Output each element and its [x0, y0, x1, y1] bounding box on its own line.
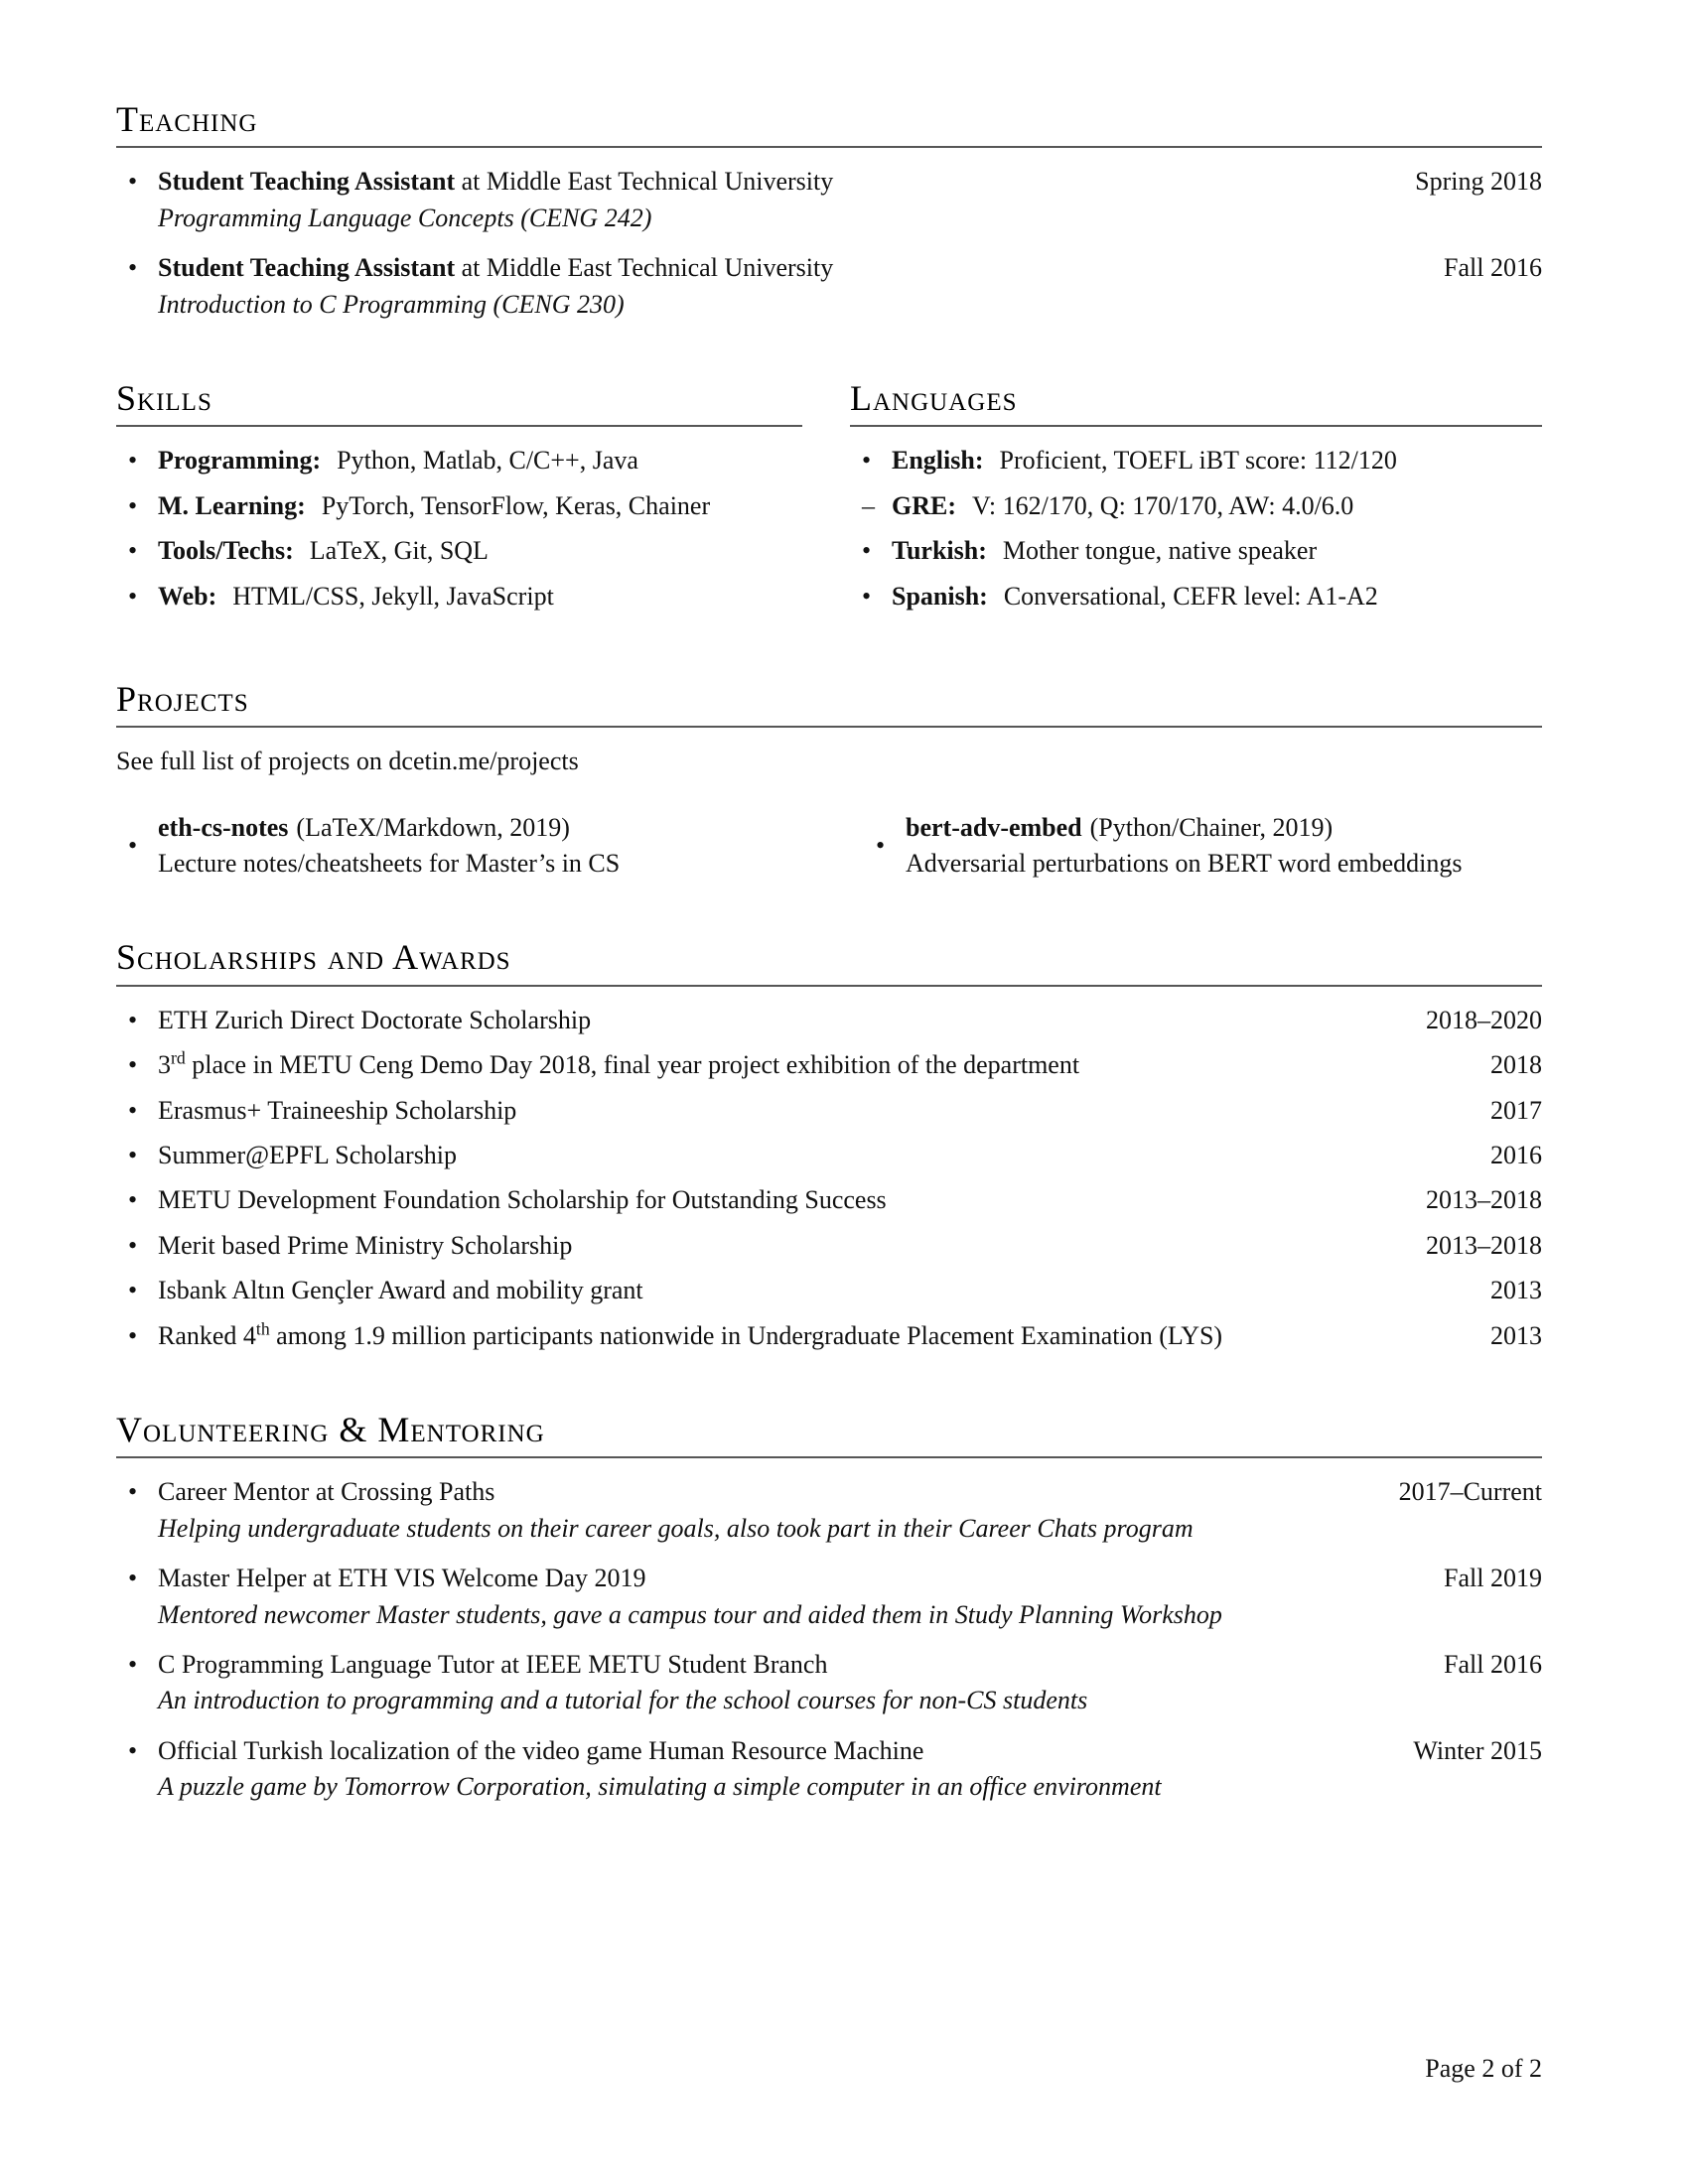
- language-value: Conversational, CEFR level: A1-A2: [1003, 581, 1378, 611]
- bullet-icon: •: [862, 581, 872, 611]
- award-item: [116, 1047, 1542, 1083]
- volunteering-role: Career Mentor at Crossing Paths: [158, 1477, 495, 1507]
- skill-label: Web:: [158, 581, 217, 611]
- language-item: [850, 533, 1542, 569]
- bullet-icon: •: [862, 446, 872, 476]
- skill-item: [116, 488, 802, 524]
- skill-value: LaTeX, Git, SQL: [309, 536, 489, 566]
- teaching-item-heading: [158, 164, 1391, 200]
- section-rule: [850, 425, 1542, 427]
- skills-section-title: Skills: [116, 377, 212, 418]
- volunteering-detail: Mentored newcomer Master students, gave a campus tour and aided them in Study Planning Workshop: [158, 1599, 1222, 1629]
- bullet-icon: •: [128, 1141, 138, 1170]
- award-item: [116, 1228, 1542, 1264]
- bullet-icon: •: [128, 253, 138, 283]
- award-text: 3rd place in METU Ceng Demo Day 2018, final year project exhibition of the department: [158, 1047, 1080, 1080]
- project-meta: (Python/Chainer, 2019): [1089, 812, 1334, 842]
- bullet-icon: •: [128, 581, 138, 611]
- project-description: Lecture notes/cheatsheets for Master’s in CS: [158, 849, 621, 879]
- award-item: [116, 1318, 1542, 1354]
- skill-value: HTML/CSS, Jekyll, JavaScript: [232, 581, 554, 611]
- teaching-role: Student Teaching Assistant: [158, 253, 456, 283]
- bullet-icon: •: [128, 1005, 138, 1034]
- project-description: Adversarial perturbations on BERT word embeddings: [906, 849, 1463, 879]
- award-date: 2013–2018: [1426, 1185, 1542, 1215]
- section-rule: [116, 146, 1542, 148]
- award-item: [116, 1093, 1542, 1129]
- teaching-item: [116, 250, 1542, 323]
- award-text: Isbank Altın Gençler Award and mobility grant: [158, 1276, 643, 1305]
- section-volunteering: [116, 1410, 1542, 1806]
- award-item: [116, 1182, 1542, 1218]
- language-label: GRE:: [892, 490, 956, 520]
- section-teaching: [116, 99, 1542, 323]
- bullet-icon: •: [862, 536, 872, 566]
- bullet-icon: •: [128, 1276, 138, 1305]
- volunteering-item: [116, 1647, 1542, 1719]
- award-text: Summer@EPFL Scholarship: [158, 1141, 458, 1170]
- section-rule: [116, 425, 802, 427]
- teaching-date: Spring 2018: [1415, 167, 1542, 197]
- language-item: [850, 443, 1542, 478]
- award-date: 2017: [1490, 1095, 1542, 1125]
- awards-section-title: Scholarships and Awards: [116, 937, 511, 978]
- bullet-icon: •: [128, 446, 138, 476]
- bullet-icon: •: [128, 1735, 138, 1765]
- language-value: Proficient, TOEFL iBT score: 112/120: [999, 446, 1397, 476]
- skill-value: PyTorch, TensorFlow, Keras, Chainer: [321, 490, 711, 520]
- project-name: eth-cs-notes: [158, 812, 289, 842]
- award-item: [116, 1138, 1542, 1173]
- project-item: [864, 810, 1542, 883]
- skill-item: [116, 579, 802, 614]
- award-date: 2018–2020: [1426, 1005, 1542, 1034]
- teaching-org: at Middle East Technical University: [455, 253, 834, 283]
- teaching-section-title: Teaching: [116, 99, 258, 139]
- volunteering-role: Master Helper at ETH VIS Welcome Day 2019: [158, 1564, 646, 1593]
- language-item: [850, 579, 1542, 614]
- skill-value: Python, Matlab, C/C++, Java: [337, 446, 638, 476]
- section-rule: [116, 726, 1542, 728]
- project-meta: (LaTeX/Markdown, 2019): [296, 812, 570, 842]
- teaching-item-heading: [158, 250, 1420, 286]
- bullet-icon: •: [128, 1564, 138, 1593]
- award-text: Ranked 4th among 1.9 million participants nationwide in Undergraduate Placement Examination (LYS): [158, 1317, 1223, 1350]
- teaching-org: at Middle East Technical University: [455, 167, 834, 197]
- bullet-icon: •: [128, 1185, 138, 1215]
- teaching-course: Programming Language Concepts (CENG 242): [158, 203, 652, 232]
- bullet-icon: •: [128, 1095, 138, 1125]
- project-item: [116, 810, 864, 883]
- language-value: Mother tongue, native speaker: [1002, 536, 1318, 566]
- award-text: ETH Zurich Direct Doctorate Scholarship: [158, 1005, 592, 1034]
- project-name: bert-adv-embed: [906, 812, 1082, 842]
- teaching-item: [116, 164, 1542, 236]
- volunteering-detail: A puzzle game by Tomorrow Corporation, simulating a simple computer in an office environment: [158, 1772, 1162, 1802]
- projects-section-title: Projects: [116, 678, 249, 719]
- projects-intro-text: See full list of projects on: [116, 747, 389, 776]
- award-text: Merit based Prime Ministry Scholarship: [158, 1230, 573, 1260]
- volunteering-item: [116, 1474, 1542, 1547]
- section-projects: [116, 679, 1542, 883]
- bullet-icon: •: [128, 536, 138, 566]
- volunteering-role: C Programming Language Tutor at IEEE METU Student Branch: [158, 1649, 828, 1679]
- volunteering-date: 2017–Current: [1398, 1477, 1542, 1507]
- language-item: [850, 488, 1542, 524]
- page-number: Page 2 of 2: [1425, 2053, 1542, 2083]
- language-label: Spanish:: [892, 581, 988, 611]
- projects-intro: [116, 744, 1542, 779]
- award-date: 2013: [1490, 1276, 1542, 1305]
- volunteering-detail: Helping undergraduate students on their career goals, also took part in their Career Chats program: [158, 1513, 1194, 1543]
- bullet-icon: •: [128, 1050, 138, 1080]
- volunteering-date: Fall 2016: [1444, 1649, 1542, 1679]
- bullet-icon: •: [876, 830, 886, 860]
- award-date: 2013–2018: [1426, 1230, 1542, 1260]
- language-label: Turkish:: [892, 536, 987, 566]
- teaching-course: Introduction to C Programming (CENG 230): [158, 289, 625, 319]
- skill-label: M. Learning:: [158, 490, 306, 520]
- bullet-icon: •: [128, 167, 138, 197]
- award-date: 2018: [1490, 1050, 1542, 1080]
- bullet-icon: •: [128, 1649, 138, 1679]
- language-value: V: 162/170, Q: 170/170, AW: 4.0/6.0: [972, 490, 1354, 520]
- volunteering-detail: An introduction to programming and a tutorial for the school courses for non-CS students: [158, 1686, 1088, 1715]
- bullet-icon: •: [128, 1230, 138, 1260]
- section-skills: [116, 378, 802, 623]
- skills-languages-columns: [116, 378, 1542, 623]
- section-rule: [116, 1456, 1542, 1458]
- section-languages: [850, 378, 1542, 623]
- bullet-icon: •: [128, 490, 138, 520]
- award-date: 2016: [1490, 1141, 1542, 1170]
- volunteering-section-title: Volunteering & Mentoring: [116, 1409, 545, 1449]
- award-item: [116, 1273, 1542, 1308]
- bullet-icon: •: [128, 830, 138, 860]
- skill-label: Tools/Techs:: [158, 536, 294, 566]
- award-text: METU Development Foundation Scholarship for Outstanding Success: [158, 1185, 887, 1215]
- projects-columns: [116, 810, 1542, 883]
- volunteering-item: [116, 1733, 1542, 1806]
- skill-label: Programming:: [158, 446, 322, 476]
- teaching-role: Student Teaching Assistant: [158, 167, 456, 197]
- award-date: 2013: [1490, 1320, 1542, 1350]
- teaching-date: Fall 2016: [1444, 253, 1542, 283]
- bullet-icon: •: [128, 1320, 138, 1350]
- skill-item: [116, 533, 802, 569]
- projects-url-link[interactable]: dcetin.me/projects: [388, 747, 579, 776]
- skill-item: [116, 443, 802, 478]
- volunteering-date: Winter 2015: [1413, 1735, 1542, 1765]
- language-label: English:: [892, 446, 984, 476]
- volunteering-date: Fall 2019: [1444, 1564, 1542, 1593]
- dash-icon: –: [862, 490, 875, 520]
- volunteering-role: Official Turkish localization of the video game Human Resource Machine: [158, 1735, 924, 1765]
- languages-section-title: Languages: [850, 377, 1018, 418]
- award-item: [116, 1003, 1542, 1038]
- award-text: Erasmus+ Traineeship Scholarship: [158, 1095, 517, 1125]
- volunteering-item: [116, 1561, 1542, 1633]
- section-rule: [116, 985, 1542, 987]
- bullet-icon: •: [128, 1477, 138, 1507]
- section-awards: [116, 937, 1542, 1354]
